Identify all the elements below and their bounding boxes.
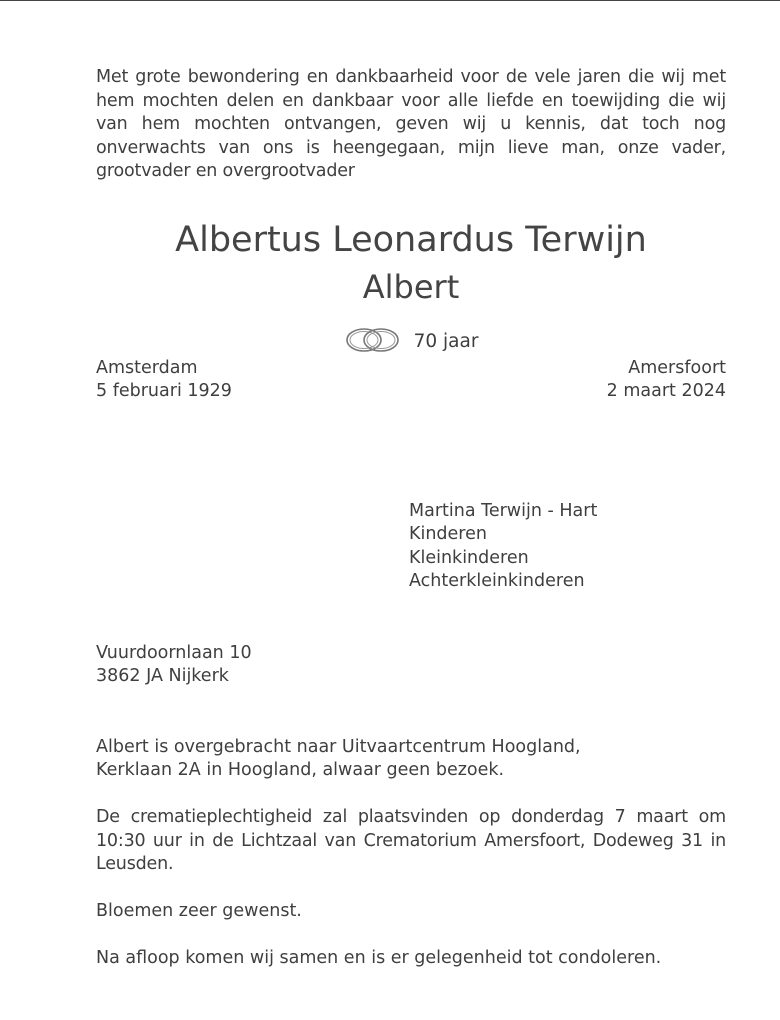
life-dates <box>96 357 726 404</box>
funeral-notice <box>96 736 726 971</box>
death-place: Amersfoort <box>628 357 726 378</box>
flowers-notice: Bloemen zeer gewenst. <box>96 901 302 921</box>
ceremony-notice: De crematieplechtigheid zal plaatsvinden op donderdag 7 maart om 10:30 uur in de Lichtzaal van Crematorium Amersfoort, Dodeweg 31 in Leusden. <box>96 807 726 874</box>
wedding-rings-icon <box>344 325 402 359</box>
family-list <box>409 500 726 594</box>
correspondence-address <box>96 642 726 689</box>
address-street: Vuurdoornlaan 10 <box>96 642 252 663</box>
deceased-full-name: Albertus Leonardus Terwijn <box>175 219 647 260</box>
marriage-years: 70 jaar <box>413 331 479 352</box>
transfer-line: Kerklaan 2A in Hoogland, alwaar geen bezoek. <box>96 760 505 780</box>
condolence-notice: Na afloop komen wij samen en is er gelegenheid tot condoleren. <box>96 948 662 968</box>
family-member: Martina Terwijn - Hart <box>409 500 598 521</box>
family-member: Kleinkinderen <box>409 547 529 568</box>
family-member: Achterkleinkinderen <box>409 571 585 591</box>
deceased-call-name: Albert <box>362 267 460 306</box>
address-city: 3862 JA Nijkerk <box>96 666 229 686</box>
death-date: 2 maart 2024 <box>606 381 726 401</box>
obituary-card <box>96 66 726 994</box>
birth-date: 5 februari 1929 <box>96 381 232 401</box>
top-border <box>0 0 780 1</box>
transfer-line: Albert is overgebracht naar Uitvaartcentrum Hoogland, <box>96 736 581 757</box>
transfer-notice <box>96 736 726 783</box>
family-member: Kinderen <box>409 524 487 544</box>
birth-place: Amsterdam <box>96 357 198 378</box>
death-info <box>607 357 726 404</box>
birth-info <box>96 357 232 404</box>
intro-text: Met grote bewondering en dankbaarheid voor de vele jaren die wij met hem mochten delen en dankbaar voor alle liefde en toewijding die wij van hem mochten ontvangen, geven wij u kennis, dat toch nog onverwachts van ons is heengegaan, mijn lieve man, onze vader, grootvader en overgrootvader <box>96 67 726 181</box>
marriage-duration <box>96 327 726 357</box>
